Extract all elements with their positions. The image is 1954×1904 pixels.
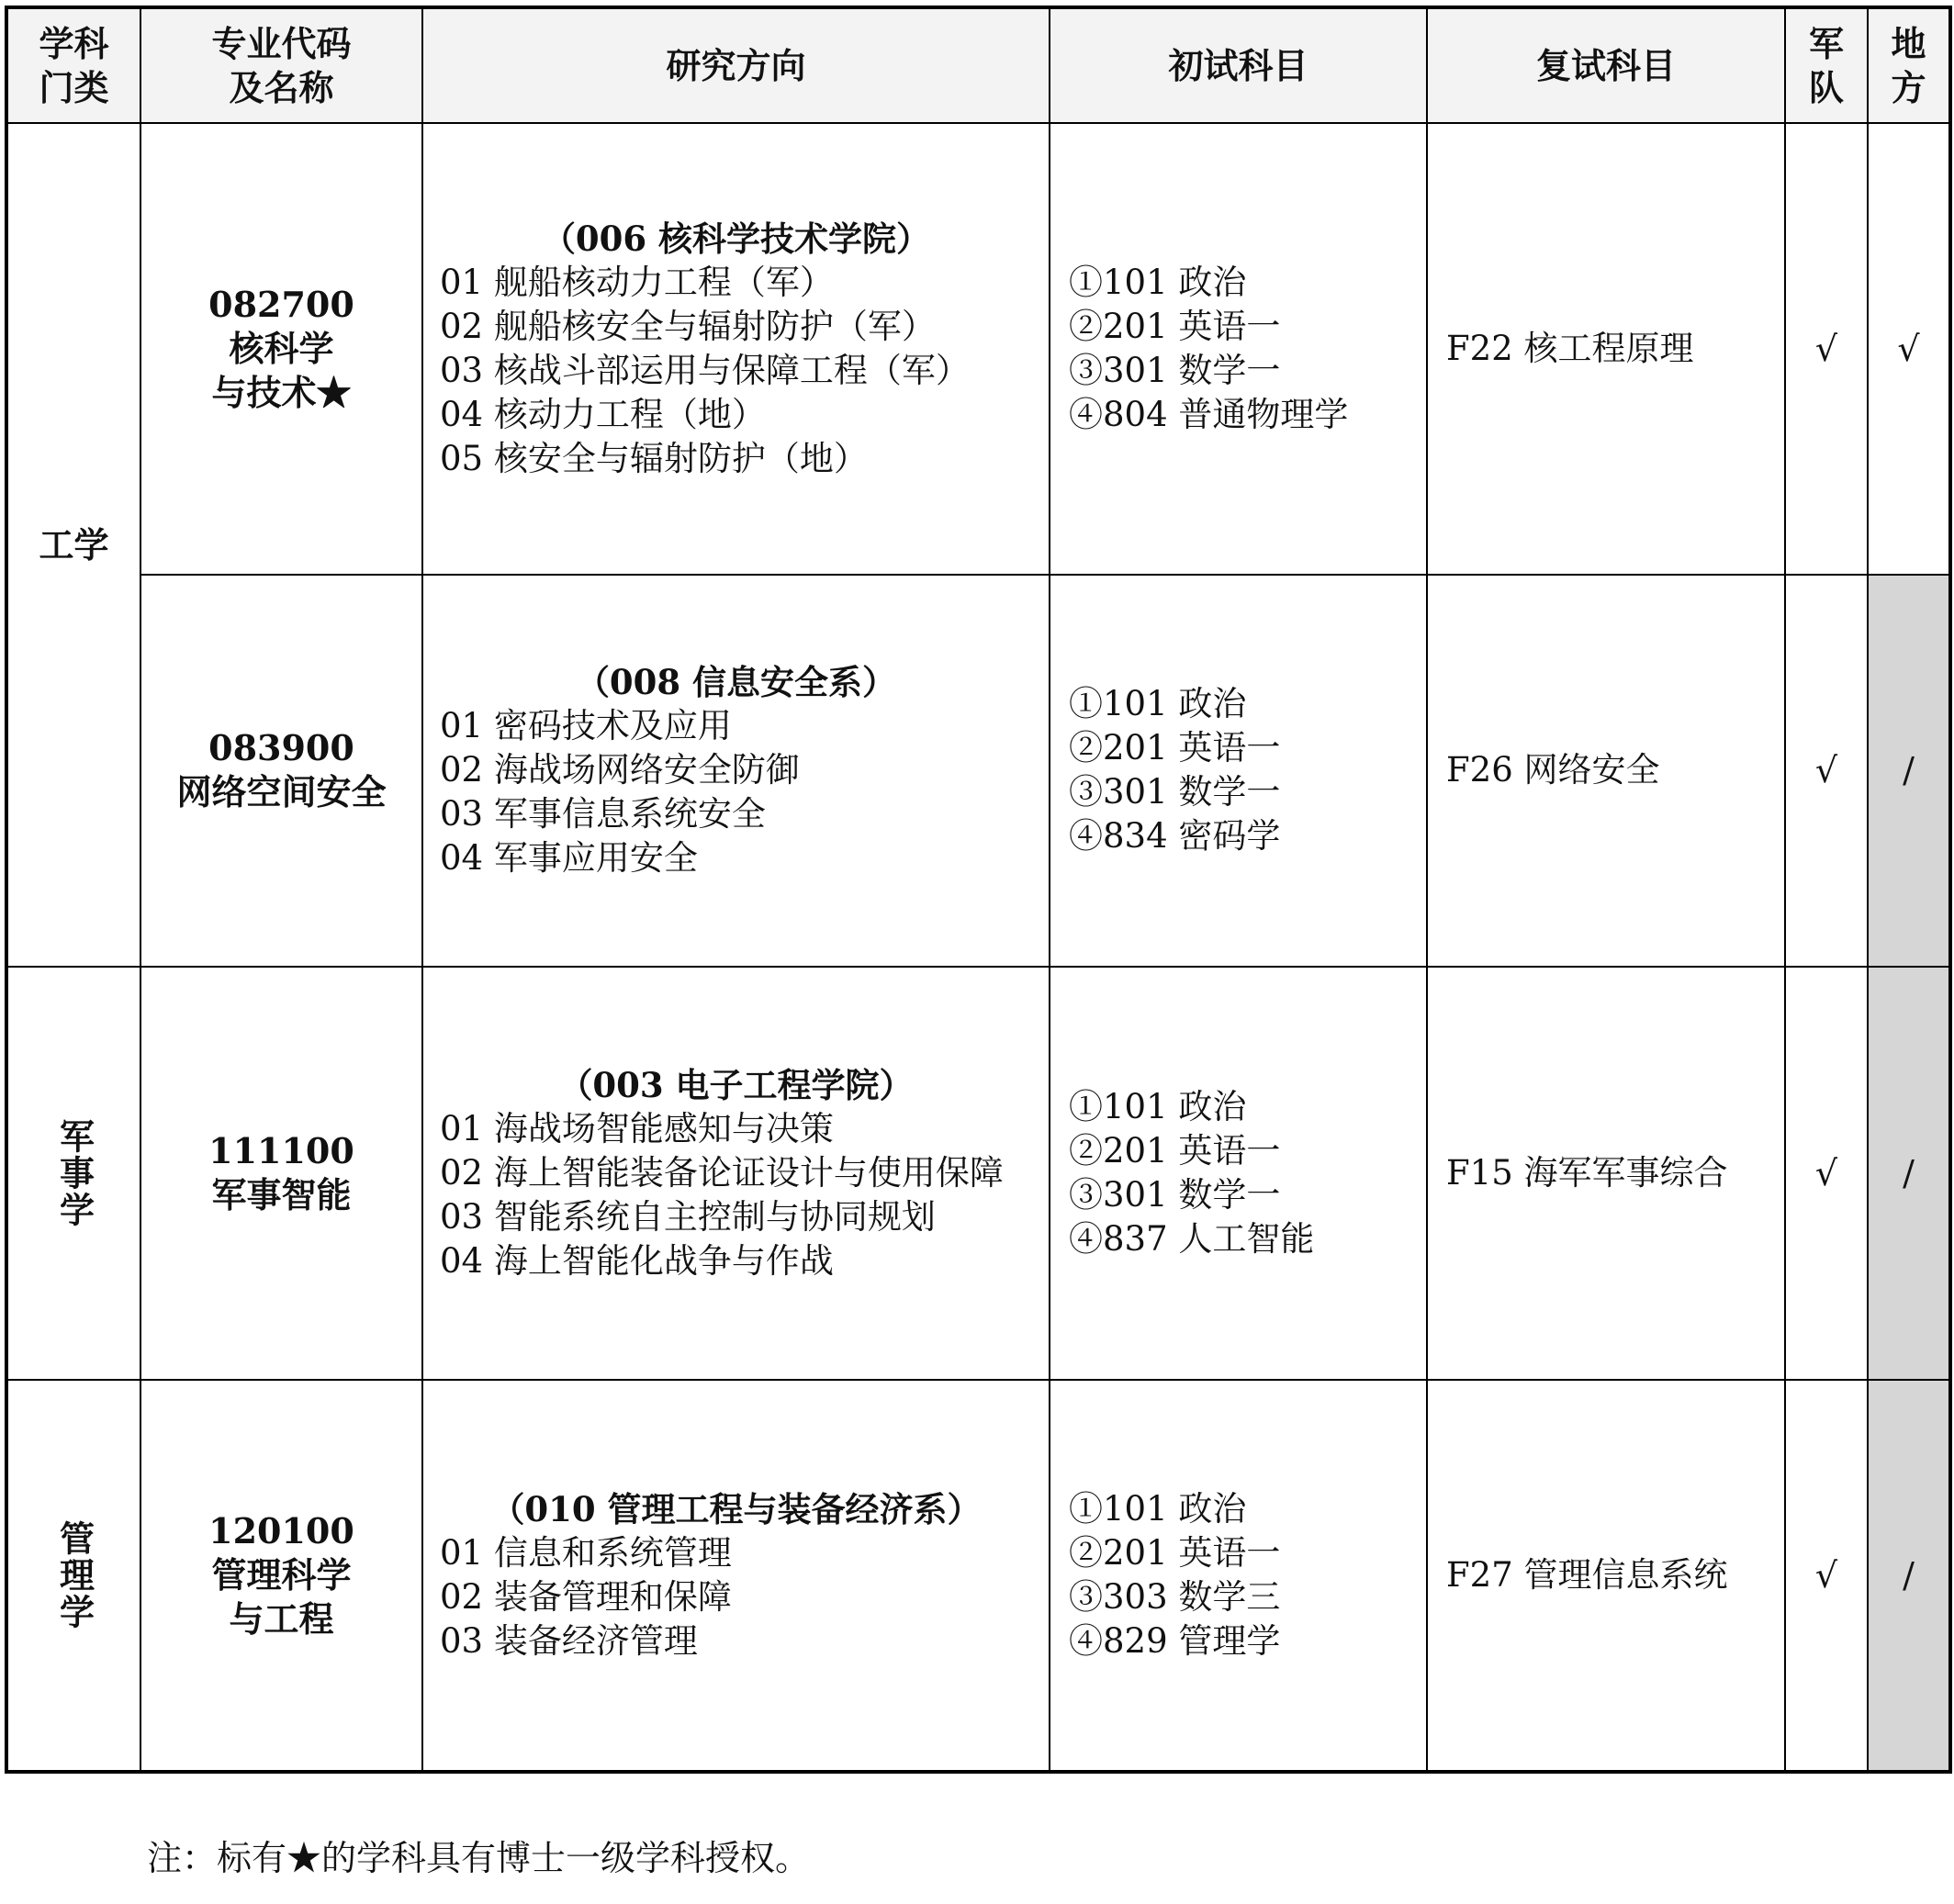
- subject-item: ①101 政治: [1069, 262, 1247, 302]
- major-name: 与工程: [229, 1597, 334, 1640]
- header-retest: 复试科目: [1427, 7, 1785, 123]
- major-name: 军事智能: [211, 1173, 352, 1215]
- header-local: 地 方: [1868, 7, 1950, 123]
- category-label: 工学: [39, 523, 109, 566]
- prelim-cell: [1050, 575, 1427, 967]
- major-code: 120100: [208, 1509, 354, 1551]
- major-name: 管理科学: [211, 1553, 352, 1596]
- local-mark: /: [1868, 967, 1950, 1379]
- category-label: 军事学: [53, 1117, 95, 1228]
- local-mark: /: [1868, 575, 1950, 967]
- school-name: （010 管理工程与装备经济系）: [490, 1488, 982, 1529]
- major-name: 核科学: [229, 327, 334, 369]
- direction-item: 05 核安全与辐射防护（地）: [440, 438, 868, 478]
- table-row: [6, 1380, 1950, 1772]
- direction-item: 01 海战场智能感知与决策: [440, 1108, 834, 1148]
- military-mark: √: [1785, 1380, 1868, 1772]
- local-mark: /: [1868, 1380, 1950, 1772]
- prelim-cell: [1050, 967, 1427, 1379]
- retest-cell: F22 核工程原理: [1427, 123, 1785, 575]
- table-row: [6, 967, 1950, 1379]
- category-cell: [6, 967, 140, 1379]
- subject-item: ④837 人工智能: [1069, 1218, 1315, 1259]
- category-cell: [6, 1380, 140, 1772]
- direction-item: 02 海上智能装备论证设计与使用保障: [440, 1152, 1004, 1193]
- major-name: 与技术★: [211, 371, 352, 413]
- direction-item: 04 核动力工程（地）: [440, 394, 766, 434]
- subject-item: ④834 密码学: [1069, 816, 1281, 857]
- direction-cell: [422, 123, 1050, 575]
- direction-item: 02 舰船核安全与辐射防护（军）: [440, 306, 936, 346]
- subject-item: ①101 政治: [1069, 1086, 1247, 1126]
- direction-cell: [422, 967, 1050, 1379]
- direction-item: 01 信息和系统管理: [440, 1532, 732, 1573]
- header-row: [6, 7, 1950, 123]
- subject-item: ②201 英语一: [1069, 1130, 1281, 1170]
- header-prelim: 初试科目: [1050, 7, 1427, 123]
- retest-cell: F27 管理信息系统: [1427, 1380, 1785, 1772]
- subject-item: ②201 英语一: [1069, 1532, 1281, 1573]
- retest-cell: F26 网络安全: [1427, 575, 1785, 967]
- subject-item: ③303 数学三: [1069, 1576, 1281, 1617]
- prelim-cell: [1050, 1380, 1427, 1772]
- direction-item: 03 核战斗部运用与保障工程（军）: [440, 350, 970, 390]
- major-cell: [140, 967, 422, 1379]
- footnote: 注：标有★的学科具有博士一级学科授权。: [147, 1838, 811, 1878]
- school-name: （008 信息安全系）: [575, 662, 897, 703]
- subject-item: ③301 数学一: [1069, 1174, 1281, 1215]
- subject-item: ①101 政治: [1069, 1488, 1247, 1529]
- major-cell: [140, 123, 422, 575]
- major-code: 082700: [208, 283, 354, 325]
- subject-item: ②201 英语一: [1069, 728, 1281, 768]
- direction-item: 03 智能系统自主控制与协同规划: [440, 1196, 936, 1237]
- direction-cell: [422, 1380, 1050, 1772]
- direction-item: 02 装备管理和保障: [440, 1576, 732, 1617]
- direction-cell: [422, 575, 1050, 967]
- catalog-table: [5, 6, 1952, 1774]
- table-row: [6, 123, 1950, 575]
- major-name: 网络空间安全: [176, 771, 387, 813]
- direction-item: 02 海战场网络安全防御: [440, 750, 800, 790]
- header-direction: 研究方向: [422, 7, 1050, 123]
- retest-cell: F15 海军军事综合: [1427, 967, 1785, 1379]
- direction-item: 03 装备经济管理: [440, 1620, 698, 1661]
- school-name: （003 电子工程学院）: [558, 1064, 914, 1105]
- major-code: 111100: [208, 1129, 354, 1171]
- subject-item: ②201 英语一: [1069, 306, 1281, 346]
- direction-item: 04 军事应用安全: [440, 838, 698, 879]
- category-label: 管理学: [53, 1519, 95, 1630]
- category-cell: [6, 123, 140, 967]
- direction-item: 01 密码技术及应用: [440, 706, 732, 746]
- school-name: （006 核科学技术学院）: [541, 218, 931, 259]
- major-cell: [140, 1380, 422, 1772]
- subject-item: ①101 政治: [1069, 684, 1247, 724]
- direction-item: 03 军事信息系统安全: [440, 794, 766, 834]
- military-mark: √: [1785, 967, 1868, 1379]
- major-cell: [140, 575, 422, 967]
- major-code: 083900: [208, 727, 354, 769]
- header-category: 学科 门类: [6, 7, 140, 123]
- local-mark: √: [1868, 123, 1950, 575]
- military-mark: √: [1785, 123, 1868, 575]
- prelim-cell: [1050, 123, 1427, 575]
- header-military: 军 队: [1785, 7, 1868, 123]
- direction-item: 04 海上智能化战争与作战: [440, 1240, 834, 1281]
- subject-item: ④804 普通物理学: [1069, 394, 1349, 434]
- table-row: [6, 575, 1950, 967]
- subject-item: ③301 数学一: [1069, 350, 1281, 390]
- header-major: 专业代码 及名称: [140, 7, 422, 123]
- military-mark: √: [1785, 575, 1868, 967]
- subject-item: ④829 管理学: [1069, 1620, 1281, 1661]
- direction-item: 01 舰船核动力工程（军）: [440, 262, 834, 302]
- subject-item: ③301 数学一: [1069, 772, 1281, 812]
